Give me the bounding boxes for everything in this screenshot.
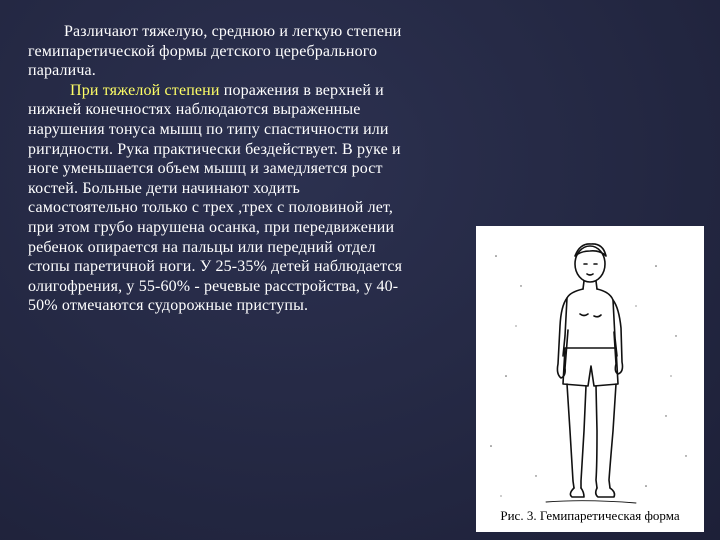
paragraph2-line: нарушения тонуса мышц по типу спастичности или: [28, 120, 389, 138]
paragraph2-line: самостоятельно только с трех ,трех с половиной лет,: [28, 199, 394, 217]
child-figure-illustration: [476, 226, 704, 532]
paragraph2-line: ноге уменьшается объем мышц и замедляется рост: [28, 160, 383, 178]
paragraph1-line: паралича.: [28, 62, 96, 80]
child-figure: [546, 244, 636, 503]
paragraph2-first-line: [28, 81, 488, 101]
figure-caption: Рис. 3. Гемипаретическая форма: [500, 508, 680, 523]
highlighted-phrase: При тяжелой степени: [70, 81, 220, 99]
paragraph2-line: нижней конечностях наблюдаются выраженные: [28, 101, 361, 119]
paragraph2-line: ригидности. Рука практически бездействует. В руке и: [28, 140, 401, 158]
paragraph1-line: Различают тяжелую, среднюю и легкую степени: [64, 23, 402, 40]
figure-panel: [476, 226, 704, 532]
text-block: [28, 22, 488, 316]
paragraph2-line: 50% отмечаются судорожные приступы.: [28, 297, 309, 315]
paragraph2-first-line-rest: поражения в верхней и: [219, 81, 384, 99]
paragraph2-line: костей. Больные дети начинают ходить: [28, 179, 300, 197]
paragraph2-line: при этом грубо нарушена осанка, при передвижении: [28, 218, 395, 236]
paragraph1-line: гемипаретической формы детского церебрального: [28, 42, 378, 60]
paragraph2-line: стопы паретичной ноги. У 25-35% детей наблюдается: [28, 258, 403, 276]
paragraph2-line: олигофрения, у 55-60% - речевые расстройства, у 40-: [28, 277, 399, 295]
speckle-texture: [490, 255, 687, 496]
paragraph2-line: ребенок опирается на пальцы или передний отдел: [28, 238, 376, 256]
